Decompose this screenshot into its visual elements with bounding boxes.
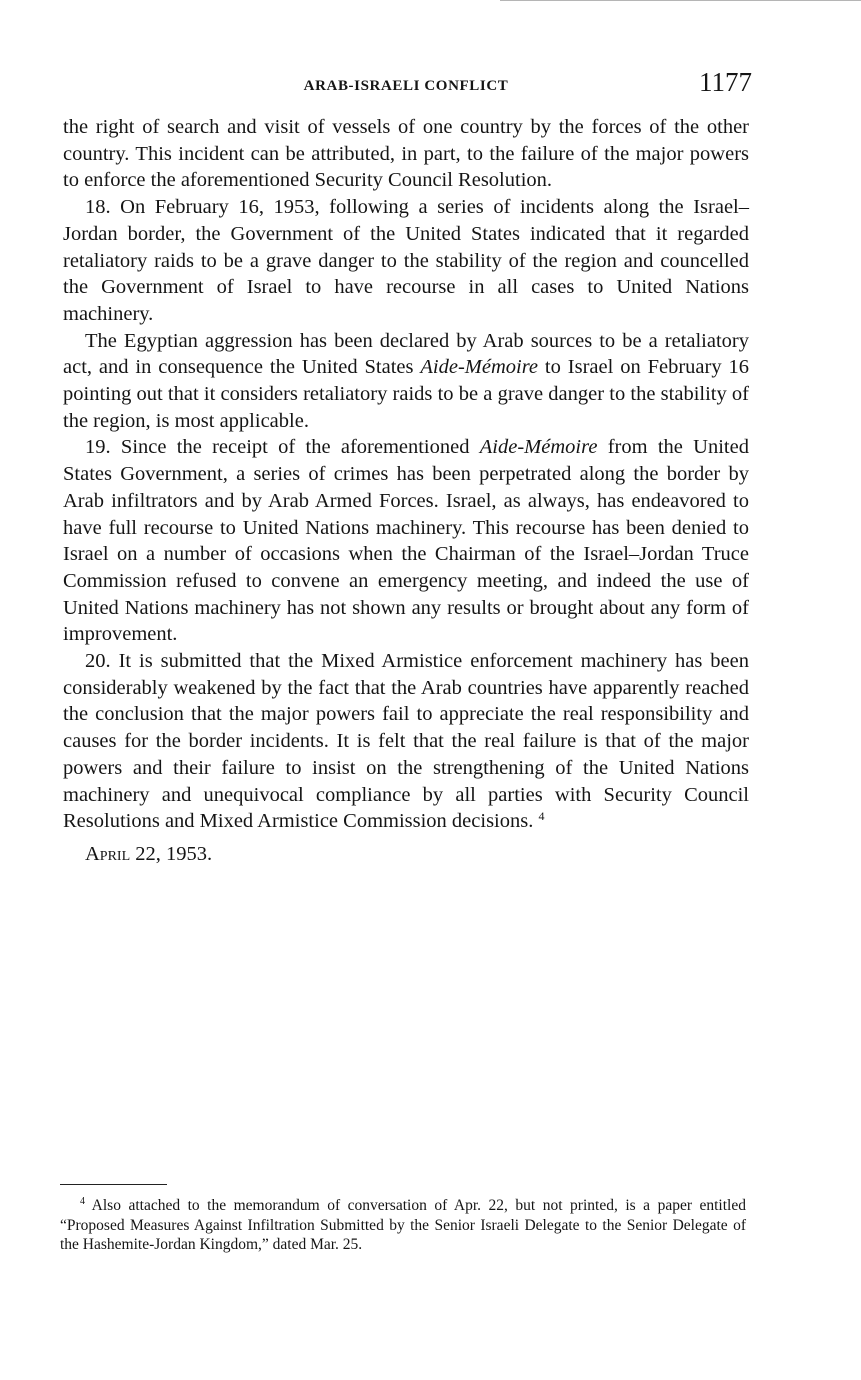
body-text	[63, 114, 749, 868]
top-edge-rule	[500, 0, 861, 1]
footnote-marker: 4	[80, 1196, 85, 1207]
footnote	[60, 1196, 746, 1255]
page-number: 1177	[699, 67, 752, 97]
date-text: April 22, 1953.	[85, 842, 213, 865]
paragraph-egyptian-aggression	[63, 328, 749, 435]
paragraph-18: 18. On February 16, 1953, following a series of incidents along the Israel–Jordan border, the Government of the United States indicated that it regarded retaliatory raids to be a grave danger to the stability of the region and councelled the Government of Israel to have recourse in all cases to United Nations machinery.	[63, 196, 749, 325]
paragraph-19	[63, 434, 749, 648]
document-date	[63, 841, 749, 868]
paragraph-text: 19. Since the receipt of the aforementioned	[85, 436, 480, 459]
footnote-rule	[60, 1184, 167, 1185]
paragraph-20	[63, 648, 749, 835]
aide-memoire-italic: Aide-Mémoire	[420, 356, 539, 379]
footnote-paragraph	[60, 1196, 746, 1255]
footnote-reference: 4	[538, 809, 545, 824]
running-title: ARAB-ISRAELI CONFLICT	[303, 78, 509, 94]
paragraph-text: to Israel on February 16 pointing out that it considers retaliatory raids to be a grave danger to the stability of the region, is most applicable.	[63, 356, 749, 432]
footnote-text: Also attached to the memorandum of conversation of Apr. 22, but not printed, is a paper entitled “Proposed Measures Against Infiltration Submitted by the Senior Israeli Delegate to the Senior Delegate of the Hashemite-Jordan Kingdom,” dated Mar. 25.	[60, 1197, 746, 1253]
paragraph-text: 20. It is submitted that the Mixed Armistice enforcement machinery has been considerably weakened by the fact that the Arab countries have apparently reached the conclusion that the major powers fail to appreciate the real responsibility and causes for the border incidents. It is felt that the real failure is that of the major powers and their failure to insist on the strengthening of the United Nations machinery and unequivocal compliance by all parties with Security Council Resolutions and Mixed Armistice Commission decisions.	[63, 650, 749, 833]
running-head	[60, 66, 752, 106]
paragraph-continuation: the right of search and visit of vessels of one country by the forces of the other country. This incident can be attributed, in part, to the failure of the major powers to enforce the aforementioned Security Council Resolution.	[63, 116, 749, 192]
aide-memoire-italic: Aide-Mémoire	[479, 436, 598, 459]
paragraph-text: The Egyptian aggression has been declared by Arab sources to be a retaliatory act, and in consequence the United States	[63, 329, 749, 379]
paragraph-text: from the United States Government, a series of crimes has been perpetrated along the border by Arab infiltrators and by Arab Armed Forces. Israel, as always, has endeavored to have full recourse to United Nations machinery. This recourse has been denied to Israel on a number of occasions when the Chairman of the Israel–Jordan Truce Commission refused to convene an emergency meeting, and indeed the use of United Nations machinery has not shown any results or brought about any form of improvement.	[63, 436, 749, 646]
